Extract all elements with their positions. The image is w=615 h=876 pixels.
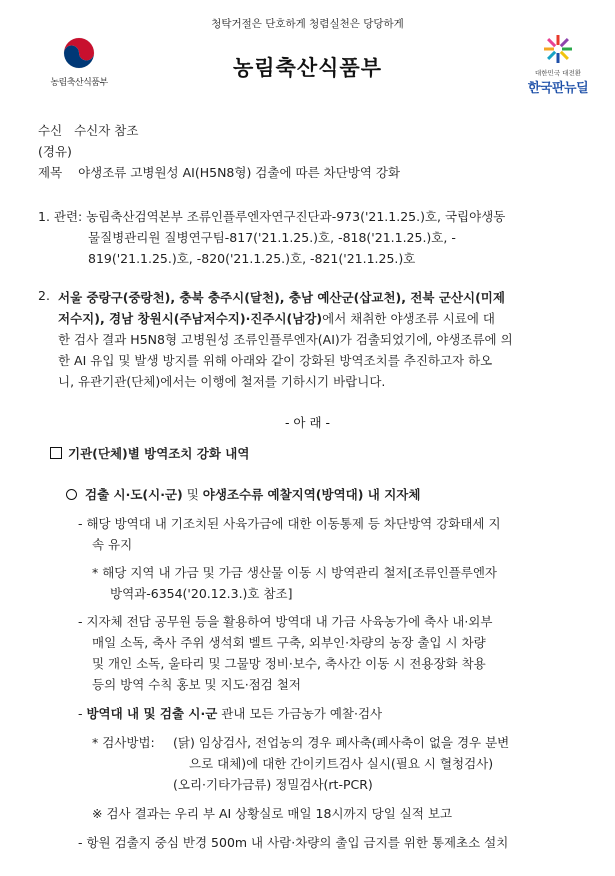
organization-title: 농림축산식품부	[232, 56, 382, 80]
item1-line2: 물질병관리원 질병연구팀-817('21.1.25.)호, -818('21.1.25.)호, -	[88, 230, 456, 245]
item1-line3: 819('21.1.25.)호, -820('21.1.25.)호, -821('21.1.25.)호	[88, 251, 416, 266]
bullet3-note4: ※ 검사 결과는 우리 부 AI 상황실로 매일 18시까지 당일 실적 보고	[92, 806, 453, 821]
bullet1-line1: - 해당 방역대 내 기조치된 사육가금에 대한 이동통제 등 차단방역 강화태세 지	[78, 516, 501, 531]
subject-label: 제목	[38, 165, 63, 180]
item2-number: 2.	[38, 288, 50, 303]
subject-row	[38, 163, 400, 181]
bullet1-line2: 속 유지	[92, 537, 133, 552]
new-deal-big-text: 한국판뉴딜	[527, 81, 589, 96]
item2-line4: 한 AI 유입 및 발생 방지를 위해 아래와 같이 강화된 방역조치를 추진하고자 하오	[58, 353, 493, 368]
bullet3-line1	[78, 704, 382, 722]
subheading-bold-a: 검출 시·도(시·군)	[85, 487, 183, 502]
motto: 청탁거절은 단호하게 청렴실천은 당당하게	[211, 18, 404, 30]
checkbox-square-icon	[50, 447, 62, 459]
subheading	[66, 485, 420, 503]
bullet1-note2: 방역과-6354('20.12.3.)호 참조]	[110, 586, 293, 601]
bullet4-line1: - 항원 검출지 중심 반경 500m 내 사람·차량의 출입 금지를 위한 통제초소 설치	[78, 835, 509, 850]
subheading-bold-b: 야생조수류 예찰지역(방역대) 내 지자체	[202, 487, 421, 502]
bullet3-rest: 관내 모든 가금농가 예찰·검사	[217, 706, 383, 721]
subheading-mid: 및	[182, 487, 203, 502]
recipient-label: 수신	[38, 123, 63, 138]
below-marker: - 아 래 -	[284, 415, 331, 430]
korean-new-deal-logo	[520, 34, 596, 96]
item2-line1: 서울 중랑구(중랑천), 충북 충주시(달천), 충남 예산군(삽교천), 전북 군산시(미제	[58, 290, 505, 305]
item1-line1: 1. 관련: 농림축산검역본부 조류인플루엔자연구진단과-973('21.1.25.)호, 국립야생동	[38, 209, 506, 224]
recipient-row	[38, 121, 138, 139]
section-title-text: 기관(단체)별 방역조치 강화 내역	[68, 446, 250, 461]
item2-line2	[58, 309, 495, 327]
recipient-value: 수신자 참조	[74, 123, 139, 138]
bullet3-dash: -	[78, 706, 87, 721]
section-title	[50, 444, 249, 462]
via-row: (경유)	[38, 144, 72, 159]
bullet3-bold: 방역대 내 및 검출 시·군	[86, 706, 218, 721]
bullet3-note3: (오리·기타가금류) 정밀검사(rt-PCR)	[173, 777, 373, 792]
item2-line5: 니, 유관기관(단체)에서는 이행에 철저를 기하시기 바랍니다.	[58, 374, 386, 389]
bullet3-note1: (닭) 임상검사, 전업농의 경우 폐사축(폐사축이 없을 경우 분변	[173, 735, 510, 750]
logo-label: 농림축산식품부	[50, 78, 108, 88]
item2-line2-rest: 에서 채취한 야생조류 시료에 대	[322, 311, 495, 326]
bullet1-note1: * 해당 지역 내 가금 및 가금 생산물 이동 시 방역관리 철저[조류인플루엔자	[92, 565, 498, 580]
bullet3-note-label: * 검사방법:	[92, 735, 155, 750]
bullet2-line3: 및 개인 소독, 울타리 및 그물망 정비·보수, 축사간 이동 시 전용장화 착용	[92, 656, 486, 671]
bullet3-note2: 으로 대체)에 대한 간이키트검사 실시(필요 시 혈청검사)	[189, 756, 494, 771]
item2-line2-bold: 저수지), 경남 창원시(주남저수지)·진주시(남강)	[58, 311, 323, 326]
bullet2-line1: - 지자체 전담 공무원 등을 활용하여 방역대 내 가금 사육농가에 축사 내·외부	[78, 614, 493, 629]
new-deal-small-text: 대한민국 대전환	[534, 69, 582, 77]
item2-line3: 한 검사 결과 H5N8형 고병원성 조류인플루엔자(AI)가 검출되었기에, 야생조류에 의	[58, 332, 513, 347]
subject-value: 야생조류 고병원성 AI(H5N8형) 검출에 따른 차단방역 강화	[78, 165, 401, 180]
bullet2-line2: 매일 소독, 축사 주위 생석회 벨트 구축, 외부인·차량의 농장 출입 시 차량	[92, 635, 486, 650]
circle-bullet-icon	[66, 489, 77, 500]
new-deal-spark-icon	[543, 34, 573, 64]
bullet2-line4: 등의 방역 수칙 홍보 및 지도·점검 철저	[92, 677, 301, 692]
